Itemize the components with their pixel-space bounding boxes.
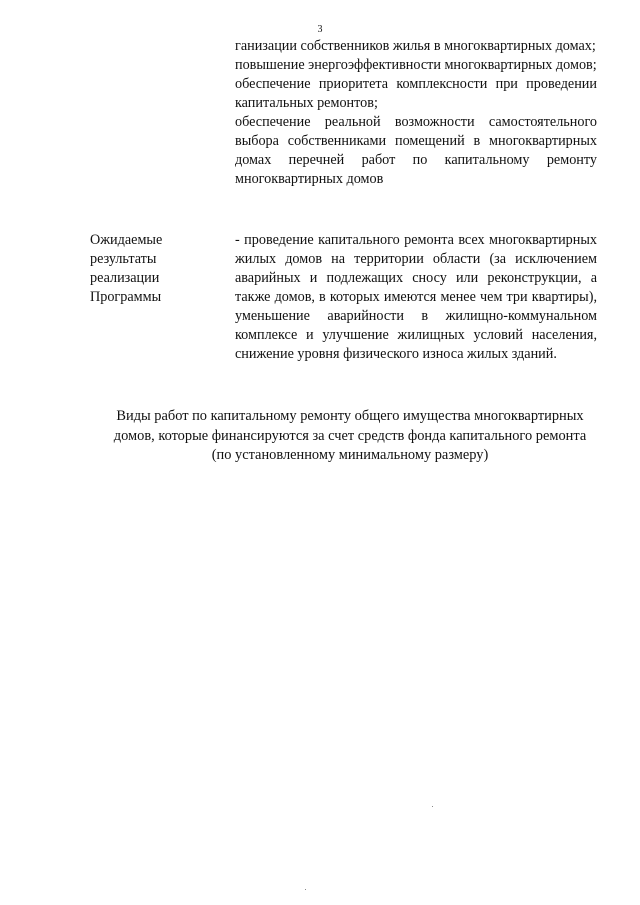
label-line: Программы <box>90 289 162 305</box>
goal-item: повышение энергоэффективности многоквартирных домов; <box>235 57 597 73</box>
goal-item: обеспечение приоритета комплексности при проведении капитальных ремонтов; <box>235 76 597 111</box>
heading-line: (по установленному минимальному размеру) <box>211 447 489 463</box>
label-line: результаты <box>90 251 157 267</box>
heading-line: Виды работ по капитальному ремонту общего имущества многоквартирных <box>116 408 584 424</box>
section-heading <box>80 407 620 466</box>
goal-item: обеспечение реальной возможности самостоятельного выбора собственниками помещений в многоквартирных домах перечней работ по капитальному ремонту многоквартирных домов <box>235 114 597 187</box>
scan-speck <box>432 806 433 807</box>
scan-speck <box>305 889 306 890</box>
expected-results-label <box>90 231 220 307</box>
program-goals-continuation <box>235 37 597 189</box>
goal-item: ганизации собственников жилья в многоквартирных домах; <box>235 38 596 54</box>
expected-results-text <box>235 231 597 364</box>
heading-line: домов, которые финансируются за счет средств фонда капитального ремонта <box>113 427 587 444</box>
label-line: реализации <box>90 270 160 286</box>
results-paragraph: - проведение капитального ремонта всех многоквартирных жилых домов на территории области (за исключением аварийных и подлежащих сносу или реконструкции, а также домов, в которых имеются менее чем три квартиры), уменьшение аварийности в жилищно-коммунальном комплексе и улучшение жилищных условий населения, снижение уровня физического износа жилых зданий. <box>235 232 597 362</box>
label-line: Ожидаемые <box>90 232 163 248</box>
page-number: 3 <box>317 24 323 35</box>
